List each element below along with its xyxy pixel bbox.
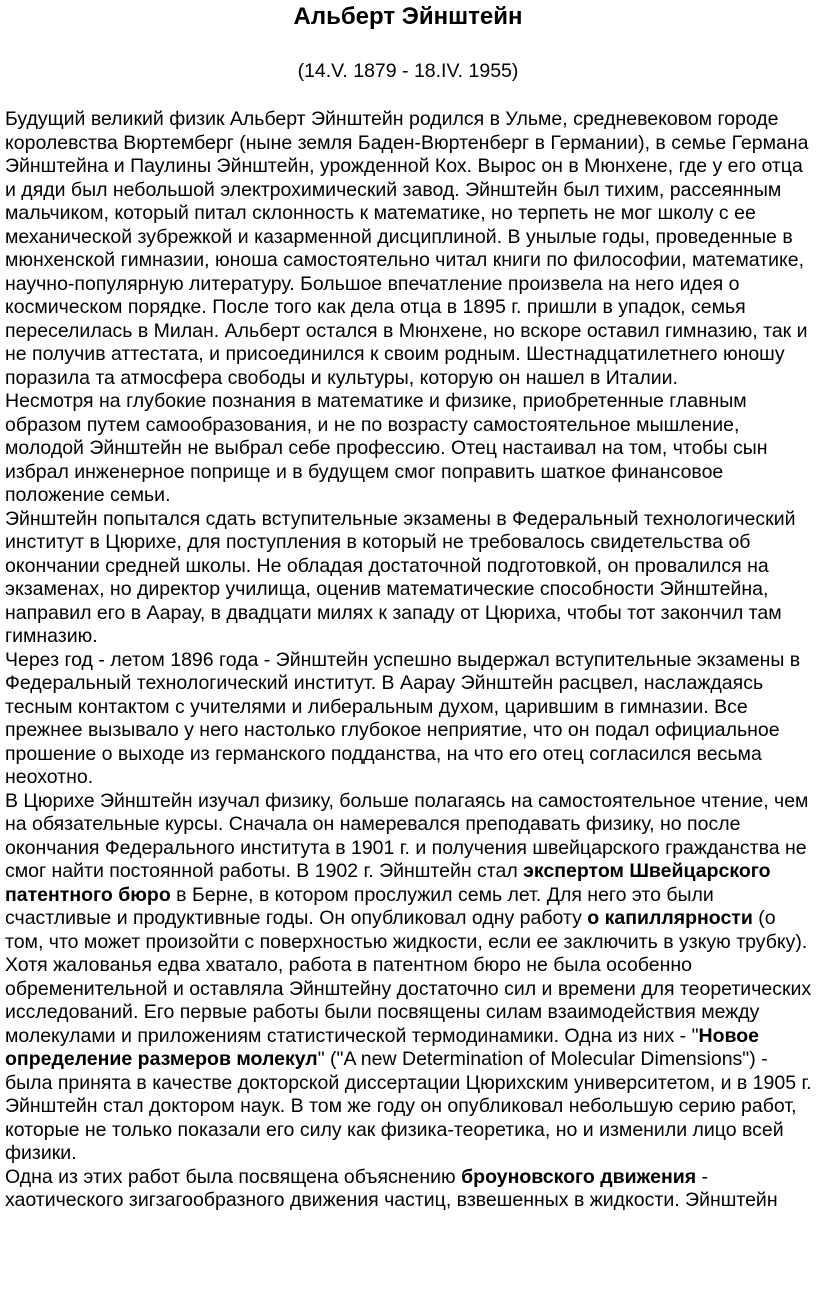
paragraph-5-text-a: В Цюрихе Эйнштейн изучал физику, больше полагаясь на самостоятельное чтение, чем на обязательные курсы. Сначала он намеревался преподавать физику, но после окончания Федерального института в 1901 г. и получения швейцарского гражданства не смог найти постоянной работы. В 1902 г. Эйнштейн стал <box>5 789 809 882</box>
life-dates: (14.V. 1879 - 18.IV. 1955) <box>297 60 519 82</box>
paragraph-5-text-c: в Берне, в котором прослужил семь лет. Для него это были счастливые и продуктивные годы. Он опубликовал одну работу <box>5 883 714 929</box>
page-title: Альберт Эйнштейн <box>293 3 523 30</box>
bold-molecular-dimensions: Новое определение размеров молекул <box>5 1024 759 1070</box>
bold-brownian-motion: броуновского движения <box>461 1165 697 1188</box>
paragraph-7-text-a: Одна из этих работ была посвящена объяснению <box>5 1165 462 1188</box>
paragraph-6-text-c: " ("A new Determination of Molecular Dimensions") - была принята в качестве докторской диссертации Цюрихским университетом, и в 1905 г. Эйнштейн стал доктором наук. В том же году он опубликовал небольшую серию работ, которые не только показали его силу как физика-теоретика, но и изменили лицо всей физики. <box>5 1048 812 1164</box>
paragraph-4: Через год - летом 1896 года - Эйнштейн успешно выдержал вступительные экзамены в Федеральный технологический институт. В Аарау Эйнштейн расцвел, наслаждаясь тесным контактом с учителями и либеральным духом, царившим в гимназии. Все прежнее вызывало у него настолько глубокое неприятие, что он подал официальное прошение о выходе из германского подданства, на что его отец согласился весьма неохотно. <box>5 648 801 788</box>
paragraph-7 <box>5 1166 816 1213</box>
bold-patent-office: экспертом Швейцарского патентного бюро <box>5 860 771 906</box>
paragraph-1: Будущий великий физик Альберт Эйнштейн родился в Ульме, средневековом городе королевства Вюртемберг (ныне земля Баден-Вюртенберг в Германии), в семье Германа Эйнштейна и Паулины Эйнштейн, урожденной Кох. Вырос он в Мюнхене, где у его отца и дяди был небольшой электрохимический завод. Эйнштейн был тихим, рассеянным мальчиком, который питал склонность к математике, но терпеть не мог школу с ее механической зубрежкой и казарменной дисциплиной. В унылые годы, проведенные в мюнхенской гимназии, юноша самостоятельно читал книги по философии, математике, научно-популярную литературу. Большое впечатление произвела на него идея о космическом порядке. После того как дела отца в 1895 г. пришли в упадок, семья переселилась в Милан. Альберт остался в Мюнхене, но вскоре оставил гимназию, так и не получив аттестата, и присоединился к своим родным. Шестнадцатилетнего юношу поразила та атмосфера свободы и культуры, которую он нашел в Италии. <box>5 108 809 389</box>
paragraph-2: Несмотря на глубокие познания в математике и физике, приобретенные главным образом путем самообразования, и не по возрасту самостоятельное мышление, молодой Эйнштейн не выбрал себе профессию. Отец настаивал на том, чтобы сын избрал инженерное поприще и в будущем смог поправить шаткое финансовое положение семьи. <box>5 390 768 506</box>
paragraph-6-text-a: Хотя жалованья едва хватало, работа в патентном бюро не была особенно обременительной и оставляла Эйнштейну достаточно сил и времени для теоретических исследований. Его первые работы были посвящены силам взаимодействия между молекулами и приложениям статистической термодинамики. Одна из них - " <box>5 954 812 1047</box>
biography-text <box>5 108 816 1213</box>
paragraph-5 <box>5 790 816 955</box>
bold-capillarity: о капиллярности <box>587 907 753 929</box>
paragraph-6 <box>5 954 816 1166</box>
paragraph-5-text-d: (о том, что может произойти с поверхностью жидкости, если ее заключить в узкую трубку). <box>5 907 808 953</box>
paragraph-3: Эйнштейн попытался сдать вступительные экзамены в Федеральный технологический институт в Цюрихе, для поступления в который не требовалось свидетельства об окончании средней школы. Не обладая достаточной подготовкой, он провалился на экзаменах, но директор училища, оценив математические способности Эйнштейна, направил его в Аарау, в двадцати милях к западу от Цюриха, чтобы тот закончил там гимназию. <box>5 507 796 647</box>
paragraph-7-text-c: - хаотического зигзагообразного движения частиц, взвешенных в жидкости. Эйнштейн <box>5 1165 778 1211</box>
